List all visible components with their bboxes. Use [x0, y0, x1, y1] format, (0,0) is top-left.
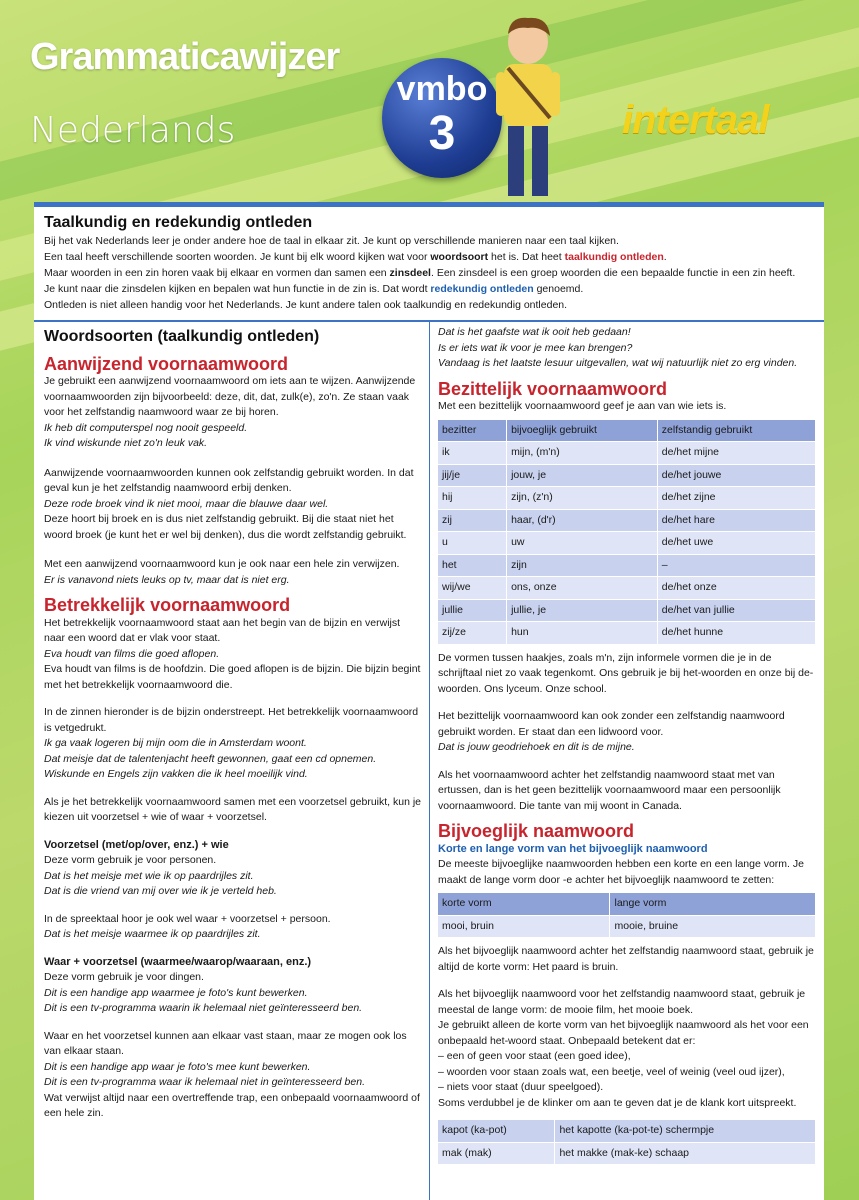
klinker-table [438, 1119, 816, 1165]
column-divider [429, 322, 430, 1200]
table-header-row: bezitter bijvoeglijk gebruikt zelfstandig gebruikt [438, 420, 816, 442]
paragraph: Je gebruikt een aanwijzend voornaamwoord om iets aan te wijzen. Aanwijzende voornaamwoorden zijn bijvoorbeeld: deze, dit, dat, zulk(e), zo'n. Ze staan vaak voor het zelfstandig naamwoord waar ze bij horen. Ik heb dit computerspel nog nooit gespeeld. Ik vind wiskunde niet zo'n leuk vak. [44, 375, 416, 449]
table-row: het zijn – [438, 555, 816, 577]
paragraph: Aanwijzende voornaamwoorden kunnen ook zelfstandig gebruikt worden. In dat geval kun je het zelfstandig naamwoord erbij denken. Deze rode broek vind ik niet mooi, maar die blauwe daar wel. Deze hoort bij broek en is dus niet zelfstandig gebruikt. Bij die staat niet het woord broek (je kunt het er wel bij denken), dus die wordt zelfstandig gebruikt. [44, 466, 414, 541]
table-row: jullie jullie, je de/het van jullie [438, 600, 816, 622]
table-header-row: korte vorm lange vorm [438, 893, 816, 915]
table-row: zij haar, (d'r) de/het hare [438, 510, 816, 532]
subheading: Korte en lange vorm van het bijvoeglijk naamwoord [438, 842, 708, 855]
bijvoeglijk-title: Bijvoeglijk naamwoord [438, 821, 635, 841]
table-row: ik mijn, (m'n) de/het mijne [438, 442, 816, 464]
intro-line: Een taal heeft verschillende soorten woorden. Je kunt bij elk woord kijken wat voor woordsoort het is. Dat heet taalkundig ontleden. [44, 251, 667, 263]
paragraph: Als het bijvoeglijk naamwoord achter het zelfstandig naamwoord staat, gebruik je altijd de korte vorm: Het paard is bruin. [438, 945, 814, 973]
left-column [44, 323, 422, 1130]
paragraph: Met een aanwijzend voornaamwoord kun je ook naar een hele zin verwijzen. Er is vanavond niets leuks op tv, maar dat is niet erg. [44, 558, 400, 586]
table-row: jij/je jouw, je de/het jouwe [438, 465, 816, 487]
bezittelijk-table [438, 419, 816, 645]
level-badge [382, 58, 502, 178]
intro-line: Ontleden is niet alleen handig voor het Nederlands. Je kunt andere talen ook taalkundig en redekundig ontleden. [44, 299, 568, 311]
right-column [438, 323, 816, 1171]
paragraph: Deze vorm gebruik je voor personen. Dat is het meisje met wie ik op paardrijles zit. Dat is die vriend van mij over wie ik je verteld heb. [44, 854, 277, 897]
table-row: mak (mak) het makke (mak-ke) schaap [438, 1143, 816, 1165]
paragraph: In de zinnen hieronder is de bijzin onderstreept. Het betrekkelijk voornaamwoord is vetgedrukt. Ik ga vaak logeren bij mijn oom die in Amsterdam woont. Dat meisje dat de talentenjacht heeft gewonnen, gaat een cd opnemen. Wiskunde en Engels zijn vakken die ik heel moeilijk vind. [44, 706, 419, 780]
intro-heading: Taalkundig en redekundig ontleden [44, 214, 313, 231]
badge-level: vmbo [396, 70, 488, 108]
vorm-table [438, 892, 816, 938]
table-row: mooi, bruin mooie, bruine [438, 916, 816, 938]
section-heading: Woordsoorten (taalkundig ontleden) [44, 328, 320, 345]
paragraph: Dat is het gaafste wat ik ooit heb gedaan! Is er iets wat ik voor je mee kan brengen? Vandaag is het laatste lesuur uitgevallen, wat wij natuurlijk niet zo erg vinden. [438, 326, 798, 369]
paragraph: In de spreektaal hoor je ook wel waar + voorzetsel + persoon. Dat is het meisje waarmee ik op paardrijles zit. [44, 912, 331, 940]
badge-year: 3 [428, 107, 456, 160]
paragraph: De vormen tussen haakjes, zoals m'n, zijn informele vormen die je in de schrijftaal niet zo vaak tegenkomt. Ons gebruik je bij het-woorden en onze bij de-woorden. Ons lyceum. Onze school. [438, 651, 814, 695]
subheading: Voorzetsel (met/op/over, enz.) + wie [44, 838, 229, 851]
bezittelijk-title: Bezittelijk voornaamwoord [438, 378, 668, 399]
paragraph: Als het voornaamwoord achter het zelfstandig naamwoord staat met van ertussen, dan is het geen bezittelijk voornaamwoord maar een persoonlijk voornaamwoord. Die tante van mij woont in Canada. [438, 768, 781, 812]
paragraph: Het bezittelijk voornaamwoord kan ook zonder een zelfstandig naamwoord gebruikt worden. Er staat dan een lidwoord voor. Dat is jouw geodriehoek en dit is de mijne. [438, 710, 785, 753]
paragraph: Waar en het voorzetsel kunnen aan elkaar vast staan, maar ze mogen ook los van elkaar staan. Dit is een handige app waar je foto's mee kunt bewerken. Dit is een tv-programma waar ik helemaal niet in geïnteresseerd ben. Wat verwijst altijd naar een overtreffende trap, een onbepaald voornaamwoord of een hele zin. [44, 1029, 420, 1119]
paragraph: Het betrekkelijk voornaamwoord staat aan het begin van de bijzin en verwijst naar een woord dat er vlak voor staat. Eva houdt van films die goed aflopen. Eva houdt van films is de hoofdzin. Die goed aflopen is de bijzin. Die bijzin begint met het betrekkelijk voornaamwoord die. [44, 616, 421, 691]
table-row: wij/we ons, onze de/het onze [438, 577, 816, 599]
intro-line: Je kunt naar die zinsdelen kijken en bepalen wat hun functie in de zin is. Dat wordt redekundig ontleden genoemd. [44, 283, 584, 295]
intro-line: Maar woorden in een zin horen vaak bij elkaar en vormen dan samen een zinsdeel. Een zinsdeel is een groep woorden die een bepaalde functie in een zin heeft. [44, 267, 796, 279]
intro-section [44, 213, 814, 313]
intertaal-logo: intertaal [622, 98, 769, 142]
page-title: Grammaticawijzer [30, 36, 340, 78]
boy-illustration [488, 14, 568, 204]
paragraph: Deze vorm gebruik je voor dingen. Dit is een handige app waarmee je foto's kunt bewerken. Dit is een tv-programma waarin ik helemaal niet geïnteresseerd ben. [44, 971, 363, 1014]
paragraph: Als je het betrekkelijk voornaamwoord samen met een voorzetsel gebruikt, kun je kiezen uit voorzetsel + wie of waar + voorzetsel. [44, 795, 422, 823]
content-panel [34, 202, 824, 1200]
paragraph: Met een bezittelijk voornaamwoord geef je aan van wie iets is. [438, 400, 727, 412]
intro-line: Bij het vak Nederlands leer je onder andere hoe de taal in elkaar zit. Je kunt op verschillende manieren naar een taal kijken. [44, 235, 619, 247]
paragraph: De meeste bijvoeglijke naamwoorden hebben een korte en een lange vorm. Je maakt de lange vorm door -e achter het bijvoeglijk naamwoord te zetten: [438, 858, 804, 886]
subheading: Waar + voorzetsel (waarmee/waarop/waaraan, enz.) [44, 955, 312, 968]
page-subtitle: Nederlands [30, 110, 236, 151]
table-row: zij/ze hun de/het hunne [438, 622, 816, 644]
paragraph: Als het bijvoeglijk naamwoord voor het zelfstandig naamwoord staat, gebruik je meestal de lange vorm: de mooie film, het mooie boek. Je gebruikt alleen de korte vorm van het bijvoeglijk naamwoord als het voor een onbepaald het-woord staat. Onbepaald betekent dat er: – een of geen voor staat (een goed idee), – woorden voor staan zoals wat, een beetje, veel of weinig (veel oud ijzer), – niets voor staat (duur speelgoed). Soms verdubbel je de klinker om aan te geven dat je de klank kort uitspreekt. [438, 988, 809, 1109]
betrekkelijk-title: Betrekkelijk voornaamwoord [44, 595, 291, 615]
aanwijzend-title: Aanwijzend voornaamwoord [44, 353, 289, 374]
table-row: hij zijn, (z'n) de/het zijne [438, 487, 816, 509]
table-row: u uw de/het uwe [438, 532, 816, 554]
table-row: kapot (ka-pot) het kapotte (ka-pot-te) schermpje [438, 1120, 816, 1142]
